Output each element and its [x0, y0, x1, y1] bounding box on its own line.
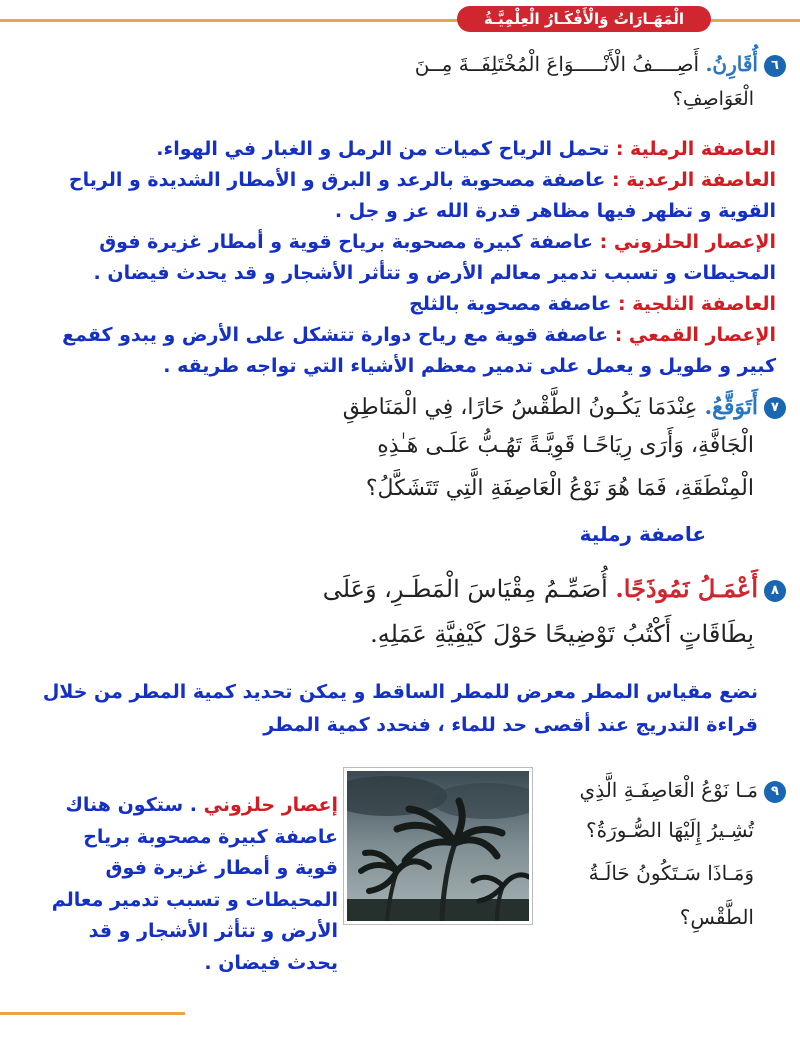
question-6-skill: أُقَارِنُ. — [705, 52, 758, 76]
question-7-line2: الْجَافَّةِ، وَأَرَى رِيَاحًـا قَوِيَّـةً تَهُـبُّ عَلَـى هَـٰذِهِ — [377, 433, 754, 458]
question-9-answer-term: إعصار حلزوني — [203, 794, 338, 816]
question-9-text: مَـا نَوْعُ الْعَاصِفَـةِ الَّذِي — [579, 778, 758, 802]
storm-photo-icon — [347, 771, 529, 921]
question-8-answer-line1: نضع مقياس المطر معرض للمطر الساقط و يمكن تحديد كمية المطر من خلال — [42, 681, 758, 703]
question-8-number: ٨ — [764, 580, 786, 602]
answer-desc: عاصفة مصحوبة بالثلج — [409, 293, 612, 315]
question-6-text: أَصِــــفُ الْأَنْـــــوَاعَ الْمُخْتَلِفَــةَ مِــنَ — [414, 52, 700, 76]
answer-term: الإعصار الحلزوني : — [599, 231, 776, 253]
question-8-answer — [18, 676, 758, 742]
question-9-answer-line4: المحيطات و تسبب تدمير معالم — [51, 888, 338, 911]
answer-term: الإعصار القمعي : — [614, 324, 776, 346]
question-9-answer-line5: الأرض و تتأثر الأشجار و قد — [88, 920, 338, 942]
answer-term: العاصفة الرملية : — [615, 138, 776, 160]
question-9-line1 — [580, 778, 786, 803]
answer-thunderstorm — [16, 165, 776, 196]
question-8-skill: أَعْمَـلُ نَمُوذَجًا. — [615, 574, 758, 603]
answer-tornado — [16, 320, 776, 351]
question-6-line2: الْعَوَاصِفِ؟ — [672, 88, 754, 110]
question-9-line2: تُشِـيرُ إِلَيْهَا الصُّـورَةُ؟ — [586, 818, 754, 842]
question-8-line2: بِطَاقَاتٍ أَكْتُبُ تَوْضِيحًا حَوْلَ كَيْفِيَّةِ عَمَلِهِ. — [370, 620, 754, 648]
question-7-answer: عاصفة رملية — [579, 522, 706, 546]
section-banner: الْمَهَـارَاتُ وَالْأَفْكَـارُ الْعِلْمِيَّـةُ — [457, 6, 711, 32]
question-9-answer-line6: يحدث فيضان . — [204, 951, 338, 974]
question-9-answer-line1: إعصار حلزوني . ستكون هناك — [65, 794, 338, 816]
question-8-text: أُصَمِّـمُ مِقْيَاسَ الْمَطَـرِ، وَعَلَى — [322, 575, 608, 603]
question-7-number: ٧ — [764, 397, 786, 419]
question-9-number: ٩ — [764, 781, 786, 803]
answer-sand-storm — [16, 134, 776, 165]
answer-desc: عاصفة قوية مع رياح دوارة تتشكل على الأرض و يبدو كقمع — [62, 324, 609, 346]
answers-6 — [16, 134, 776, 382]
storm-palm-trees-photo — [344, 768, 532, 924]
answer-desc: عاصفة مصحوبة بالرعد و البرق و الأمطار الشديدة و الرياح — [68, 169, 606, 191]
question-9-line4: الطَّقْسِ؟ — [679, 905, 754, 929]
answer-blizzard — [16, 289, 776, 320]
question-7-text: عِنْدَمَا يَكُـونُ الطَّقْسُ حَارًا، فِي الْمَنَاطِقِ — [342, 395, 698, 420]
answer-term: العاصفة الرعدية : — [612, 169, 776, 191]
question-9-answer-line3: قوية و أمطار غزيرة فوق — [105, 857, 338, 879]
footer-rule — [0, 1012, 185, 1015]
answer-hurricane-cont: المحيطات و تسبب تدمير معالم الأرض و تتأثر الأشجار و قد يحدث فيضان . — [93, 262, 776, 284]
answer-hurricane — [16, 227, 776, 258]
answer-desc: عاصفة كبيرة مصحوبة برياح قوية و أمطار غزيرة فوق — [99, 231, 594, 253]
answer-thunderstorm-cont: القوية و تظهر فيها مظاهر قدرة الله عز و جل . — [334, 200, 776, 222]
question-7-skill: أَتَوَقَّعُ. — [704, 394, 758, 420]
question-6-number: ٦ — [764, 55, 786, 77]
question-6-line1 — [415, 52, 786, 77]
question-7-line1 — [343, 394, 786, 420]
answer-term: العاصفة الثلجية : — [617, 293, 776, 315]
question-9-line3: وَمَـاذَا سَـتَكُونُ حَالَـةُ — [588, 861, 754, 885]
question-9-answer-line2: عاصفة كبيرة مصحوبة برياح — [83, 825, 338, 848]
question-9-answer — [18, 790, 338, 979]
answer-desc: تحمل الرياح كميات من الرمل و الغبار في الهواء. — [156, 138, 610, 160]
question-7-line3: الْمِنْطَقَةِ، فَمَا هُوَ نَوْعُ الْعَاصِفَةِ الَّتِي تَتَشَكَّلُ؟ — [365, 476, 754, 501]
question-8-answer-line2: قراءة التدريج عند أقصى حد للماء ، فنحدد كمية المطر — [263, 714, 758, 736]
answer-tornado-cont: كبير و طويل و يعمل على تدمير معظم الأشياء التي تواجه طريقه . — [163, 355, 776, 377]
question-8-line1 — [323, 574, 786, 603]
